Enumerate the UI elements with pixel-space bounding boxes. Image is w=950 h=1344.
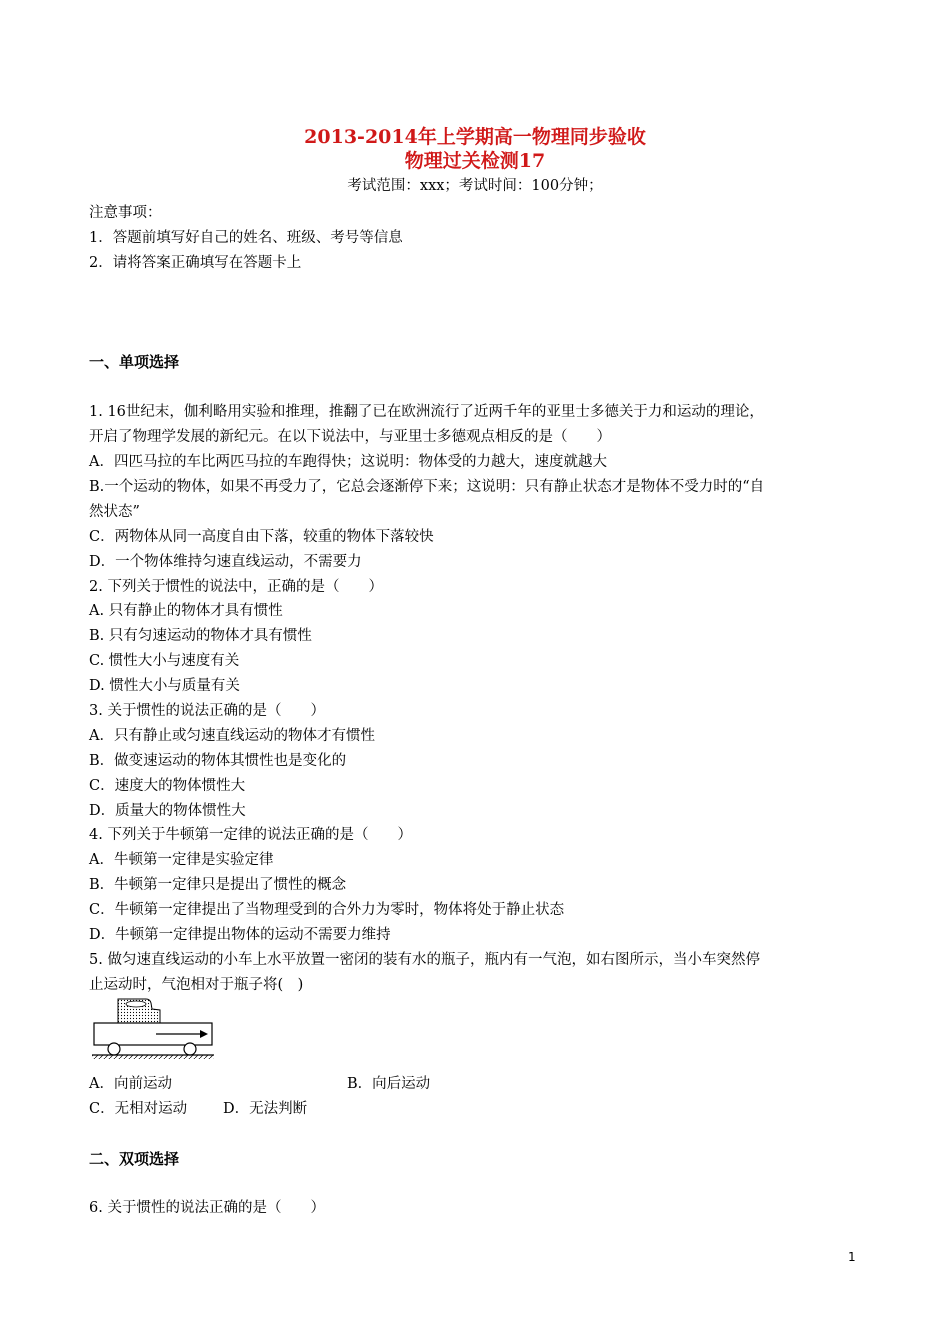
exam-info: 考试范围：xxx；考试时间：100分钟； <box>347 178 603 194</box>
water-bottle <box>118 999 160 1023</box>
question-3-option-a: A．只有静止或匀速直线运动的物体才有惯性 <box>89 728 375 744</box>
question-2-option-b: B. 只有匀速运动的物体才具有惯性 <box>89 628 312 644</box>
question-2-stem: 2. 下列关于惯性的说法中，正确的是（ ） <box>89 579 383 595</box>
question-2-option-d: D. 惯性大小与质量有关 <box>89 678 240 694</box>
question-3-option-c: C．速度大的物体惯性大 <box>89 778 246 794</box>
air-bubble <box>126 1001 146 1007</box>
question-4-option-b: B．牛顿第一定律只是提出了惯性的概念 <box>89 877 347 893</box>
section-heading-single-choice: 一、单项选择 <box>89 353 180 371</box>
page-title: 2013-2014年上学期高一物理同步验收 <box>304 126 646 148</box>
page-number: 1 <box>848 1250 856 1264</box>
section-heading-double-choice: 二、双项选择 <box>89 1150 180 1168</box>
note-item: 1．答题前填写好自己的姓名、班级、考号等信息 <box>89 230 403 246</box>
question-4-option-d: D．牛顿第一定律提出物体的运动不需要力维持 <box>89 927 391 943</box>
question-3-stem: 3. 关于惯性的说法正确的是（ ） <box>89 703 325 719</box>
ground-hatch <box>92 1055 214 1059</box>
cart-bottle-figure <box>90 993 216 1059</box>
question-5-option-b: B．向后运动 <box>347 1076 431 1092</box>
question-1-option-b-cont: 然状态” <box>89 504 140 520</box>
note-item: 2．请将答案正确填写在答题卡上 <box>89 255 302 271</box>
cart-wheel <box>184 1043 196 1055</box>
question-4-option-a: A．牛顿第一定律是实验定律 <box>89 852 274 868</box>
question-1-option-c: C．两物体从同一高度自由下落，较重的物体下落较快 <box>89 529 434 545</box>
question-2-option-a: A. 只有静止的物体才具有惯性 <box>89 603 283 619</box>
question-3-option-b: B．做变速运动的物体其惯性也是变化的 <box>89 753 347 769</box>
question-1-stem: 1. 16世纪末，伽利略用实验和推理，推翻了已在欧洲流行了近两千年的亚里士多德关于力和运动的理论， <box>89 404 764 420</box>
question-1-option-b: B.一个运动的物体，如果不再受力了，它总会逐渐停下来；这说明：只有静止状态才是物体不受力时的“自 <box>89 479 765 495</box>
question-2-option-c: C. 惯性大小与速度有关 <box>89 653 240 669</box>
question-5-option-a: A．向前运动 <box>89 1076 172 1092</box>
question-5-options-row-1 <box>89 1074 489 1094</box>
question-4-option-c: C．牛顿第一定律提出了当物理受到的合外力为零时，物体将处于静止状态 <box>89 902 565 918</box>
question-5-option-c: C．无相对运动 <box>89 1101 188 1117</box>
question-5-stem-cont: 止运动时，气泡相对于瓶子将( ) <box>89 977 304 993</box>
question-4-stem: 4. 下列关于牛顿第一定律的说法正确的是（ ） <box>89 827 412 843</box>
page-subtitle: 物理过关检测17 <box>404 150 546 172</box>
question-3-option-d: D．质量大的物体惯性大 <box>89 803 246 819</box>
cart-wheel <box>108 1043 120 1055</box>
question-1-option-d: D．一个物体维持匀速直线运动，不需要力 <box>89 554 362 570</box>
question-5-option-d: D．无法判断 <box>223 1101 308 1117</box>
question-1-stem-cont: 开启了物理学发展的新纪元。在以下说法中，与亚里士多德观点相反的是（ ） <box>89 429 611 445</box>
question-1-option-a: A．四匹马拉的车比两匹马拉的车跑得快；这说明：物体受的力越大，速度就越大 <box>89 454 607 470</box>
question-6-stem: 6. 关于惯性的说法正确的是（ ） <box>89 1200 325 1216</box>
question-5-stem: 5. 做匀速直线运动的小车上水平放置一密闭的装有水的瓶子，瓶内有一气泡，如右图所示，当小车突然停 <box>89 952 760 968</box>
notes-heading: 注意事项： <box>89 205 162 221</box>
question-5-options-row-2 <box>89 1099 489 1119</box>
